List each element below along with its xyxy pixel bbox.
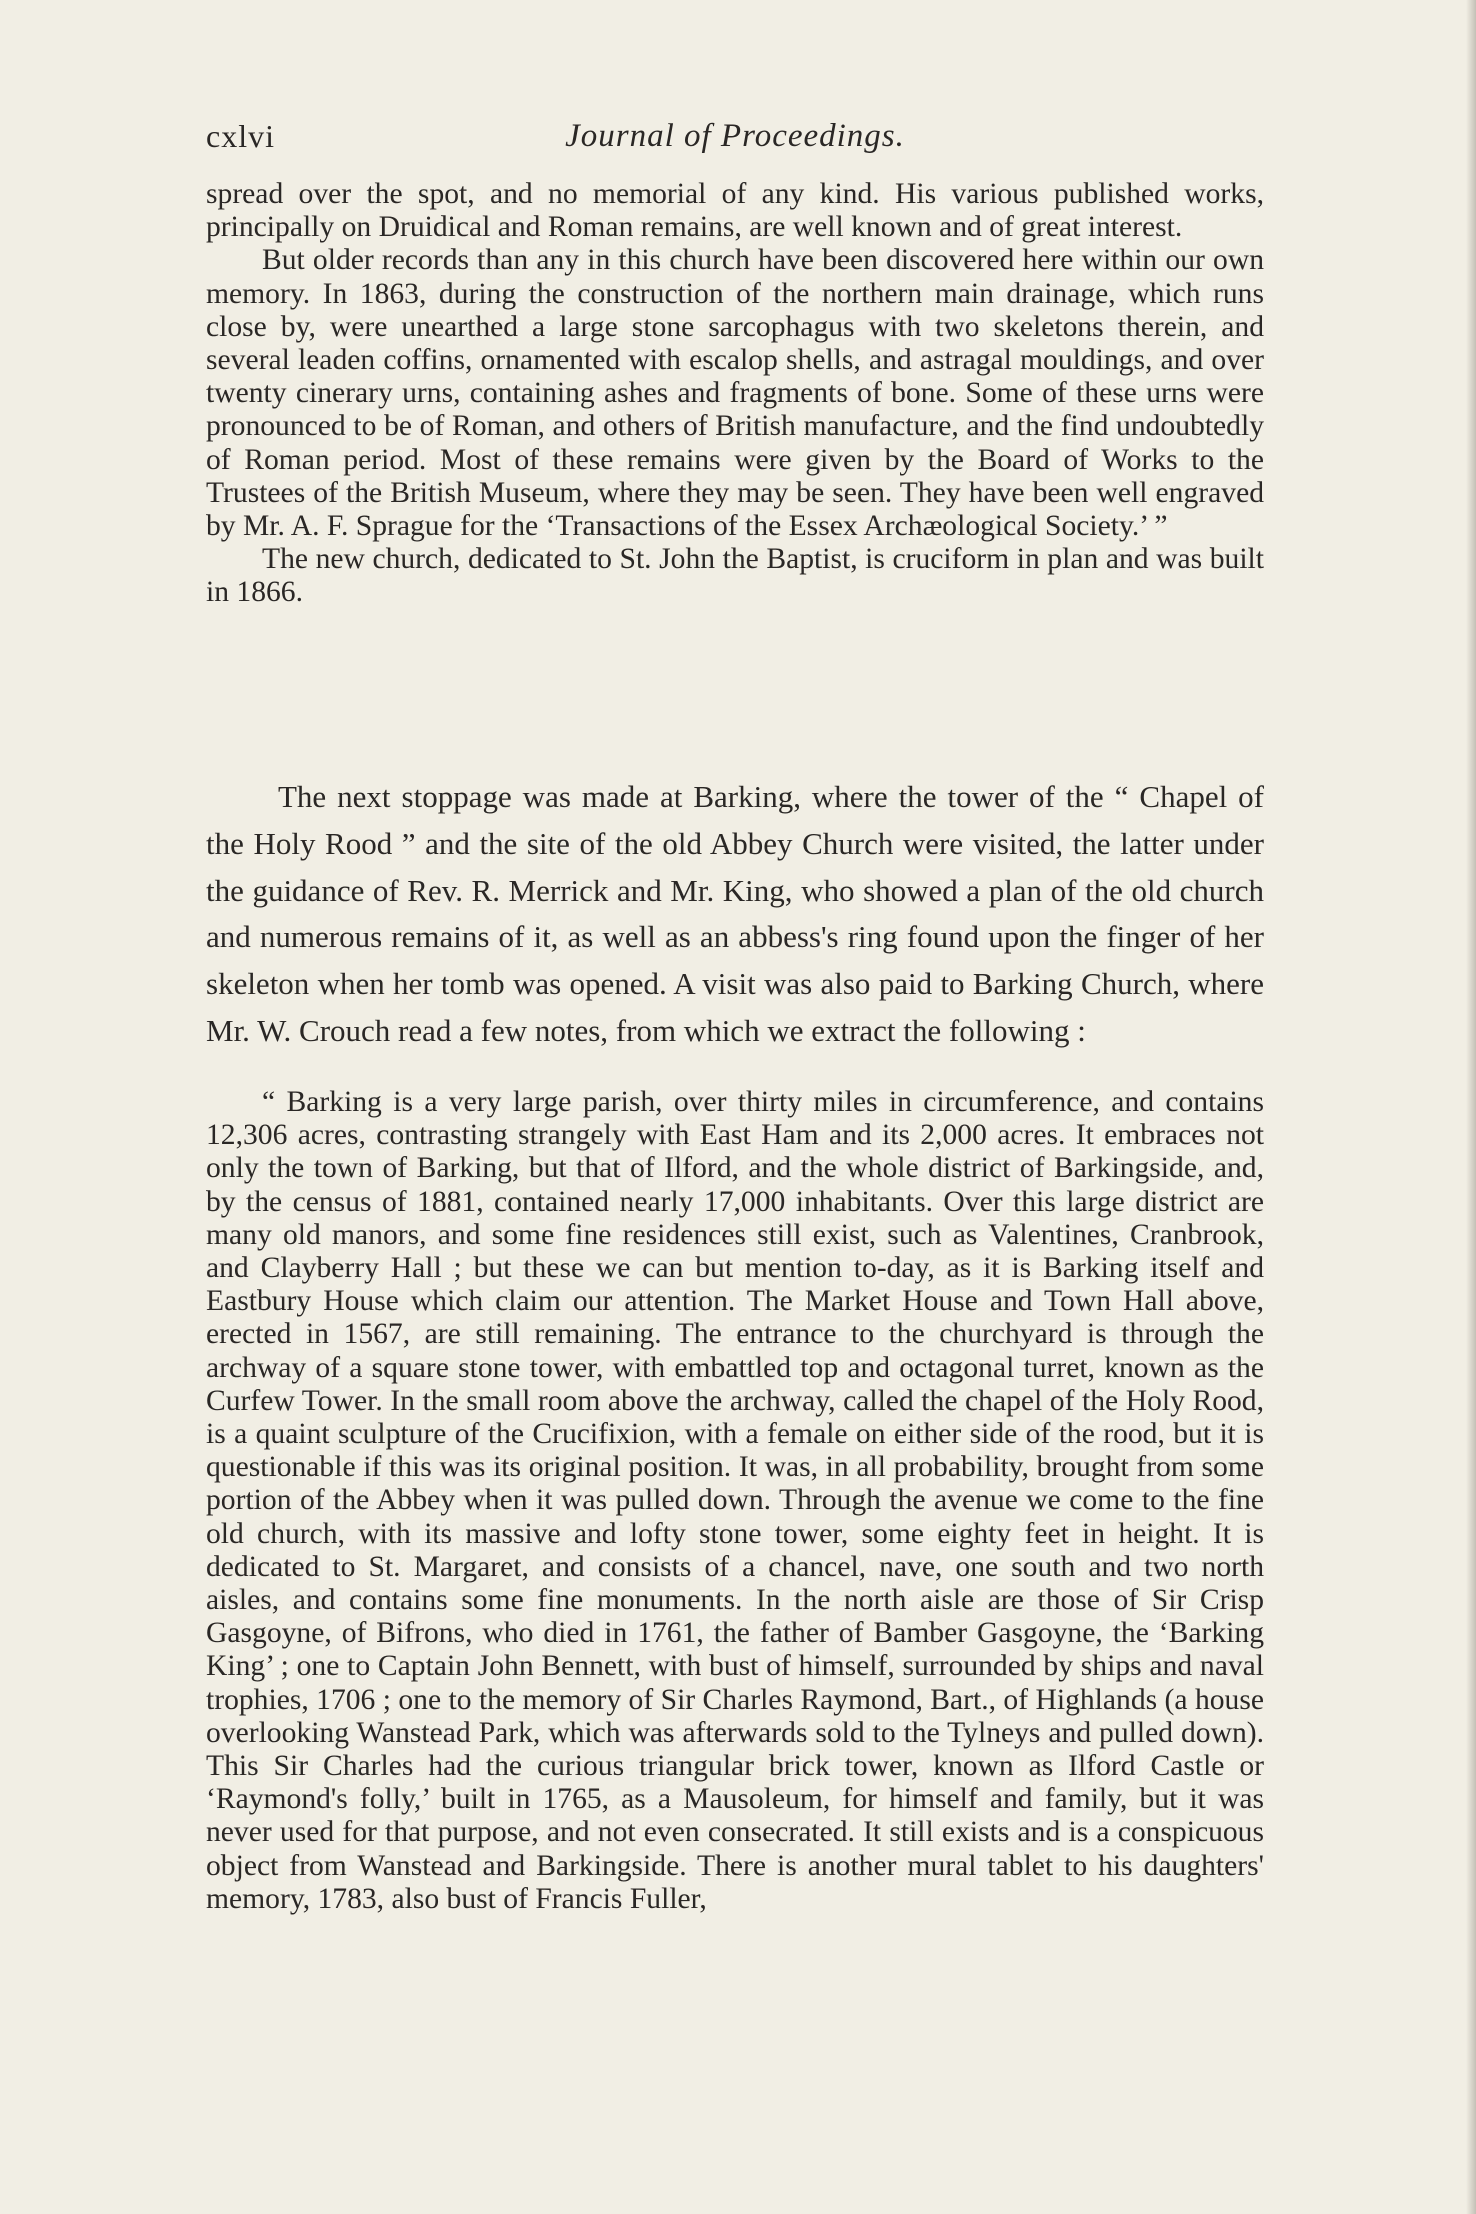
text-block-middle bbox=[206, 774, 1264, 1055]
paragraph-5: “ Barking is a very large parish, over thirty miles in circumference, and contains 12,306 acres, contrasting strangely with East Ham and its 2,000 acres. It embraces not only the town of Barking, but that of Ilford, and the whole district of Barkingside, and, by the census of 1881, contained nearly 17,000 inhabitants. Over this large district are many old manors, and some fine residences still exist, such as Valentines, Cranbrook, and Clayberry Hall ; but these we can but mention to-day, as it is Barking itself and Eastbury House which claim our attention. The Market House and Town Hall above, erected in 1567, are still remaining. The entrance to the churchyard is through the archway of a square stone tower, with embattled top and octagonal turret, known as the Curfew Tower. In the small room above the archway, called the chapel of the Holy Rood, is a quaint sculpture of the Crucifixion, with a female on either side of the rood, but it is questionable if this was its original position. It was, in all probability, brought from some portion of the Abbey when it was pulled down. Through the avenue we come to the fine old church, with its massive and lofty stone tower, some eighty feet in height. It is dedicated to St. Margaret, and consists of a chancel, nave, one south and two north aisles, and contains some fine monuments. In the north aisle are those of Sir Crisp Gasgoyne, of Bifrons, who died in 1761, the father of Bamber Gasgoyne, the ‘Barking King’ ; one to Captain John Bennett, with bust of himself, surrounded by ships and naval trophies, 1706 ; one to the memory of Sir Charles Raymond, Bart., of Highlands (a house overlooking Wanstead Park, which was afterwards sold to the Tylneys and pulled down). This Sir Charles had the curious triangular brick tower, known as Ilford Castle or ‘Raymond's folly,’ built in 1765, as a Mausoleum, for himself and family, but it was never used for that purpose, and not even consecrated. It still exists and is a conspicuous object from Wanstead and Barkingside. There is another mural tablet to his daughters' memory, 1783, also bust of Francis Fuller, bbox=[206, 1086, 1264, 1915]
paragraph-3: The new church, dedicated to St. John the Baptist, is cruciform in plan and was built in 1866. bbox=[206, 543, 1264, 609]
paragraph-4: The next stoppage was made at Barking, where the tower of the “ Chapel of the Holy Rood ” and the site of the old Abbey Church were visited, the latter under the guidance of Rev. R. Merrick and Mr. King, who showed a plan of the old church and numerous remains of it, as well as an abbess's ring found upon the finger of her skeleton when her tomb was opened. A visit was also paid to Barking Church, where Mr. W. Crouch read a few notes, from which we extract the following : bbox=[206, 779, 1264, 1048]
text-block-top bbox=[206, 178, 1264, 610]
running-title: Journal of Proceedings. bbox=[565, 118, 905, 154]
paragraph-2: But older records than any in this church have been discovered here within our own memory. In 1863, during the construction of the northern main drainage, which runs close by, were unearthed a large stone sarcophagus with two skeletons therein, and several leaden coffins, ornamented with escalop shells, and astragal mouldings, and over twenty cinerary urns, containing ashes and fragments of bone. Some of these urns were pronounced to be of Roman, and others of British manufacture, and the find undoubtedly of Roman period. Most of these remains were given by the Board of Works to the Trustees of the British Museum, where they may be seen. They have been well engraved by Mr. A. F. Sprague for the ‘Transactions of the Essex Archæological Society.’ ” bbox=[206, 244, 1264, 543]
page-edge-shadow bbox=[1466, 0, 1476, 2214]
page-number: cxlvi bbox=[206, 118, 275, 154]
text-block-quote bbox=[206, 1086, 1264, 1916]
paragraph-1: spread over the spot, and no memorial of any kind. His various published works, principally on Druidical and Roman remains, are well known and of great interest. bbox=[206, 178, 1264, 244]
page-header bbox=[206, 118, 1264, 158]
